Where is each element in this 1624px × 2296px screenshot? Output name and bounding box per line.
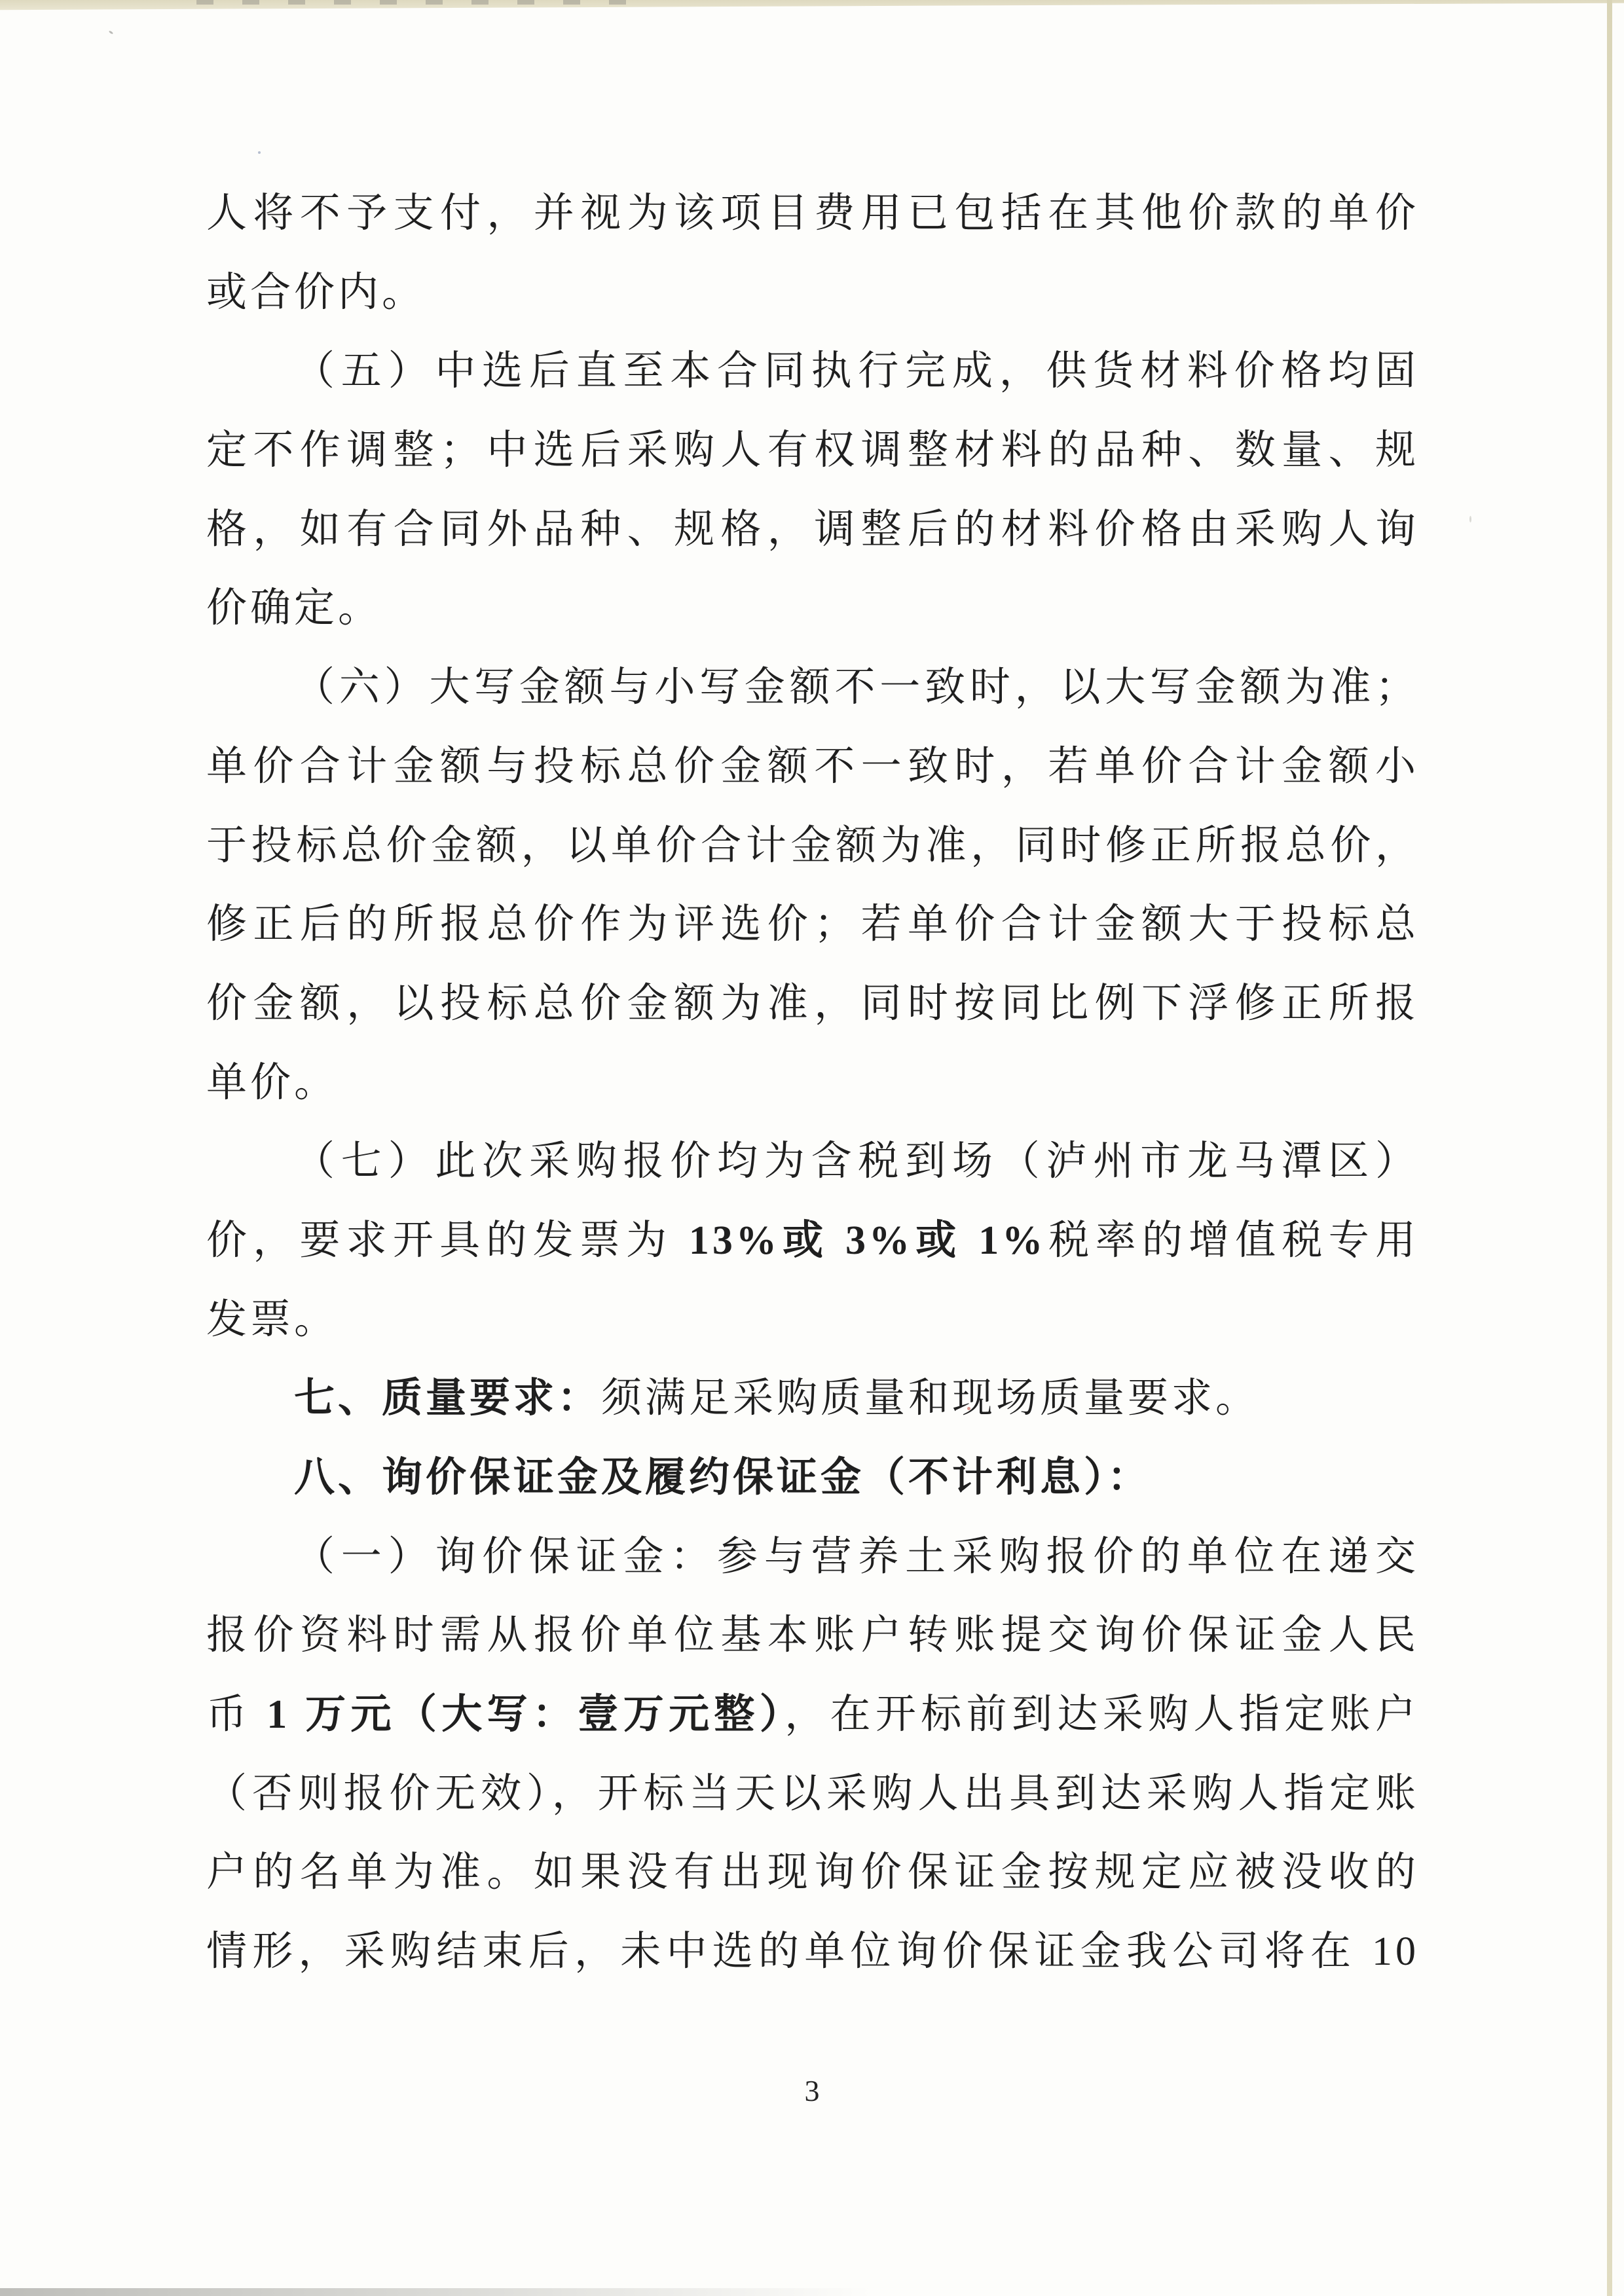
scan-speck — [258, 151, 261, 154]
document-text — [206, 174, 1419, 1992]
text-line-06: 价确定。 — [206, 586, 382, 631]
text-line-15: 发票。 — [206, 1297, 339, 1342]
text-line-09: 于投标总价金额，以单价合计金额为准，同时修正所报总价， — [206, 823, 1419, 868]
text-line-21: （否则报价无效），开标当天以采购人出具到达采购人指定账 — [206, 1771, 1419, 1816]
text-line-08: 单价合计金额与投标总价金额不一致时，若单价合计金额小 — [206, 744, 1419, 789]
text-line-04: 定不作调整；中选后采购人有权调整材料的品种、数量、规 — [206, 428, 1419, 473]
text-segment: 须满足采购质量和现场质量要求。 — [601, 1376, 1260, 1421]
text-line-10: 修正后的所报总价作为评选价；若单价合计金额大于投标总 — [206, 902, 1419, 947]
tax-rates-bold: 13%或 3%或 1% — [688, 1218, 1046, 1263]
text-line-07: （六）大写金额与小写金额不一致时，以大写金额为准； — [294, 665, 1419, 710]
text-line-11: 价金额，以投标总价金额为准，同时按同比例下浮修正所报 — [206, 981, 1419, 1026]
text-line-05: 格，如有合同外品种、规格，调整后的材料价格由采购人询 — [206, 507, 1419, 552]
text-line-01: 人将不予支付，并视为该项目费用已包括在其他价款的单价 — [206, 191, 1419, 236]
text-line-22: 户的名单为准。如果没有出现询价保证金按规定应被没收的 — [206, 1850, 1419, 1895]
scan-smudge-bottom — [0, 2288, 871, 2296]
text-segment: 税率的增值税专用 — [1046, 1218, 1419, 1263]
deposit-amount-bold: 1 万元（大写：壹万元整） — [267, 1692, 785, 1738]
scan-speck — [109, 30, 113, 34]
text-line-17: 八、询价保证金及履约保证金（不计利息）： — [294, 1455, 1152, 1500]
scan-speck — [1469, 516, 1471, 522]
text-line-14 — [206, 1201, 1419, 1281]
text-line-18: （一）询价保证金：参与营养土采购报价的单位在递交 — [294, 1534, 1419, 1579]
text-line-02: 或合价内。 — [206, 270, 426, 315]
text-segment: ，在开标前到达采购人指定账户 — [784, 1692, 1419, 1738]
quality-heading-bold: 七、质量要求： — [294, 1376, 602, 1421]
text-line-03: （五）中选后直至本合同执行完成，供货材料价格均固 — [294, 349, 1419, 394]
text-line-13: （七）此次采购报价均为含税到场（泸州市龙马潭区） — [294, 1139, 1419, 1184]
text-line-12: 单价。 — [206, 1060, 339, 1105]
text-segment: 币 — [206, 1692, 267, 1738]
text-line-23: 情形，采购结束后，未中选的单位询价保证金我公司将在 10 — [206, 1929, 1419, 1975]
text-line-16 — [206, 1359, 1419, 1438]
scan-edge-top-marks — [196, 0, 655, 5]
text-line-19: 报价资料时需从报价单位基本账户转账提交询价保证金人民 — [206, 1613, 1419, 1658]
text-line-20 — [206, 1675, 1419, 1755]
text-segment: 价，要求开具的发票为 — [206, 1218, 689, 1263]
page-number: 3 — [804, 2074, 820, 2107]
scan-edge-right — [1607, 0, 1612, 2296]
